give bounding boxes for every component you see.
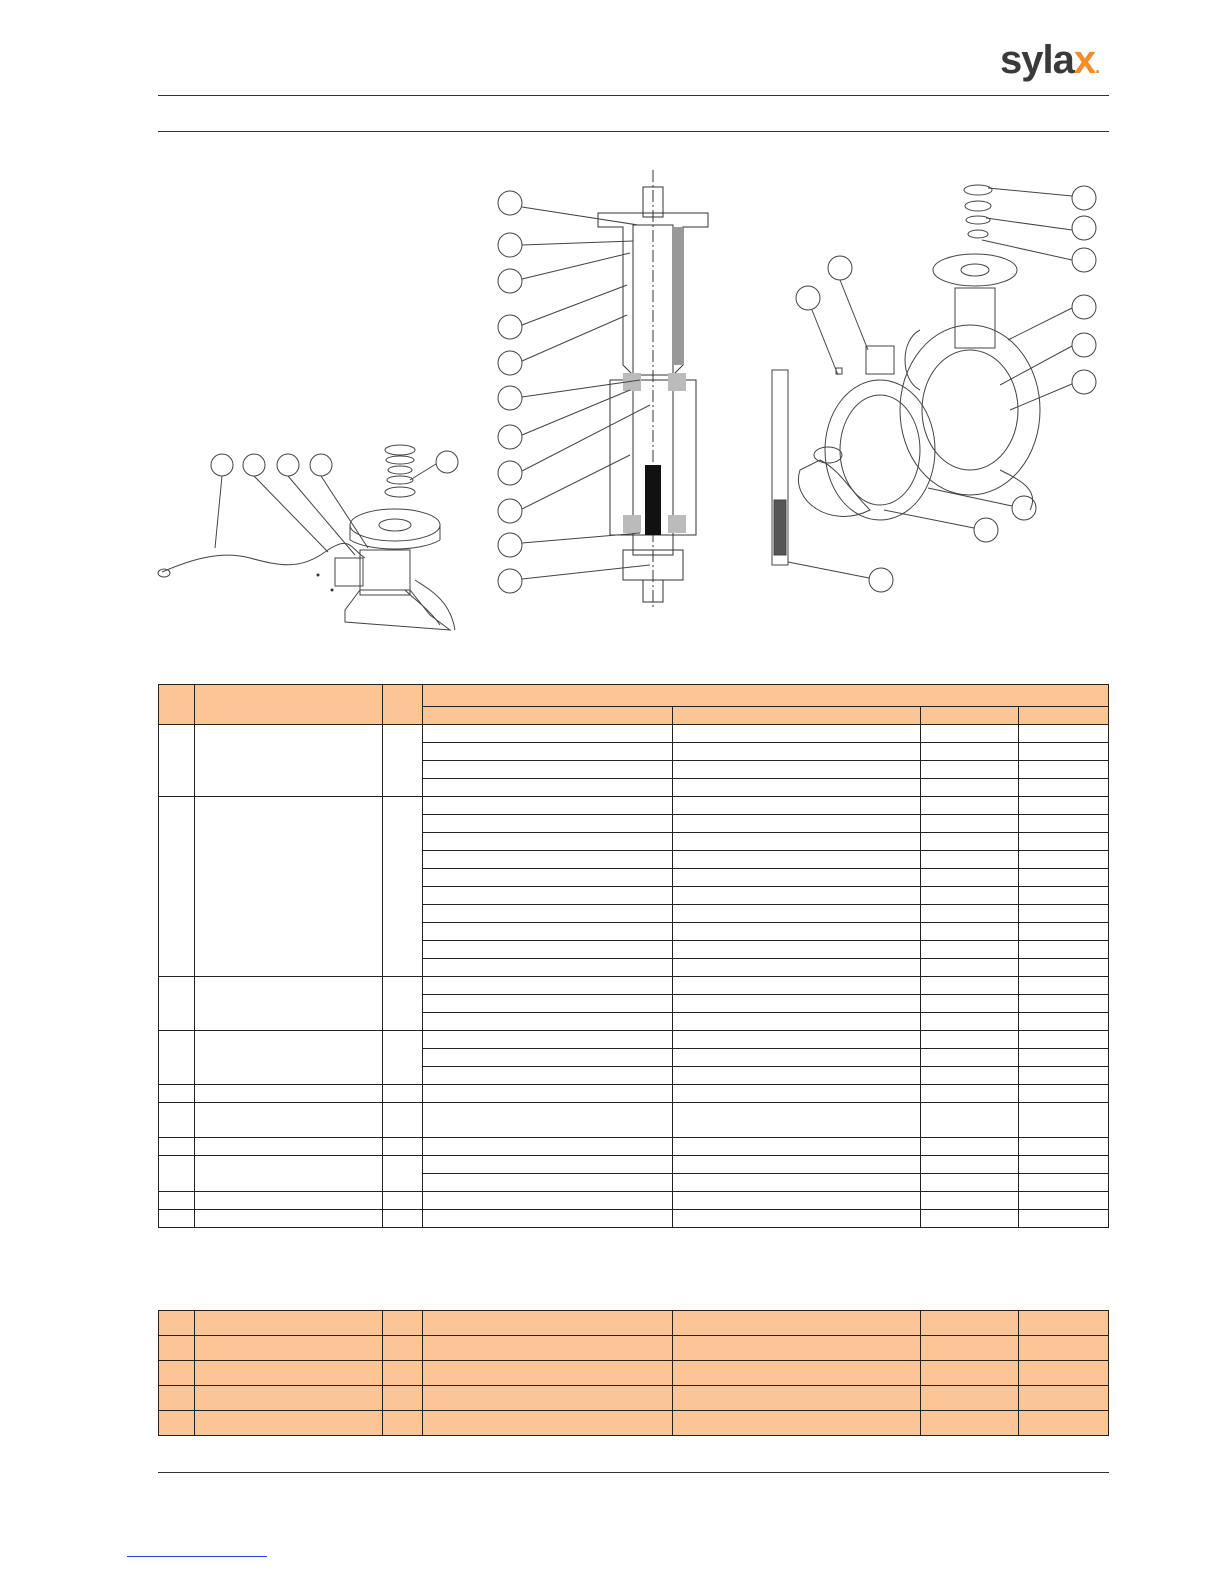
callout-circle <box>498 351 522 375</box>
table-cell <box>423 1067 673 1085</box>
callout-circle <box>498 425 522 449</box>
table-cell <box>383 1311 423 1336</box>
table-cell <box>195 1311 383 1336</box>
table-cell <box>921 869 1019 887</box>
header-cell-sub <box>921 707 1019 725</box>
table-cell <box>1019 977 1109 995</box>
table-cell <box>921 815 1019 833</box>
table-cell <box>423 869 673 887</box>
table-cell <box>383 1361 423 1386</box>
table-cell <box>423 761 673 779</box>
table-cell <box>195 1210 383 1228</box>
header-cell-component <box>195 685 383 725</box>
table-row <box>159 1411 1109 1436</box>
table-cell <box>673 743 921 761</box>
table-cell <box>1019 1156 1109 1174</box>
table-cell <box>1019 815 1109 833</box>
brand-accent-letter: x <box>1073 38 1096 82</box>
table-cell <box>673 1013 921 1031</box>
table-row <box>159 725 1109 743</box>
table-cell <box>673 977 921 995</box>
table-cell <box>423 887 673 905</box>
table-cell <box>423 1031 673 1049</box>
table-cell <box>673 1361 921 1386</box>
table-cell <box>921 1174 1019 1192</box>
table-cell <box>673 797 921 815</box>
table-cell <box>159 797 195 977</box>
table-cell <box>423 1336 673 1361</box>
table-cell <box>1019 1210 1109 1228</box>
callout-circle <box>1072 333 1096 357</box>
table-cell <box>423 977 673 995</box>
table-cell <box>673 851 921 869</box>
table-cell <box>383 1192 423 1210</box>
table-cell <box>1019 1386 1109 1411</box>
table-cell <box>673 905 921 923</box>
table-cell <box>423 743 673 761</box>
table-row <box>159 1361 1109 1386</box>
table-cell <box>921 1085 1019 1103</box>
table-cell <box>159 1210 195 1228</box>
table-row <box>159 1031 1109 1049</box>
table-cell <box>673 815 921 833</box>
brand-name: syla <box>1000 38 1074 82</box>
parts-list-body <box>159 725 1109 1228</box>
callout-circle <box>869 568 893 592</box>
table-cell <box>673 1210 921 1228</box>
assembly-drawing-left <box>150 440 470 650</box>
table-cell <box>673 1386 921 1411</box>
table-cell <box>159 1085 195 1103</box>
callout-circle <box>310 454 332 476</box>
table-cell <box>423 815 673 833</box>
callout-circle <box>1072 216 1096 240</box>
table-cell <box>1019 869 1109 887</box>
table-cell <box>1019 1085 1109 1103</box>
table-cell <box>921 1103 1019 1138</box>
table-cell <box>1019 725 1109 743</box>
table-cell <box>195 1192 383 1210</box>
spare-parts-table <box>158 1310 1109 1436</box>
header-cell-quantity <box>383 685 423 725</box>
table-cell <box>383 797 423 977</box>
table-cell <box>423 851 673 869</box>
table-cell <box>673 1085 921 1103</box>
header-rule-bottom <box>158 131 1109 132</box>
brand-accent-dot: . <box>1095 57 1100 77</box>
table-cell <box>423 779 673 797</box>
table-cell <box>673 725 921 743</box>
callout-circle <box>498 386 522 410</box>
table-cell <box>673 1311 921 1336</box>
table-cell <box>921 1361 1019 1386</box>
callout-circle <box>498 499 522 523</box>
callout-circle <box>974 518 998 542</box>
footer-link-underline[interactable] <box>127 1556 267 1557</box>
table-cell <box>159 1138 195 1156</box>
table-cell <box>195 1138 383 1156</box>
table-cell <box>673 1411 921 1436</box>
table-row <box>159 1210 1109 1228</box>
table-cell <box>1019 1192 1109 1210</box>
table-cell <box>195 1336 383 1361</box>
table-cell <box>1019 905 1109 923</box>
table-cell <box>1019 941 1109 959</box>
table-row <box>159 1192 1109 1210</box>
table-cell <box>383 977 423 1031</box>
table-cell <box>423 1192 673 1210</box>
callout-circle <box>498 269 522 293</box>
brand-logo <box>1000 38 1099 83</box>
table-cell <box>921 959 1019 977</box>
table-cell <box>159 977 195 1031</box>
table-cell <box>921 1013 1019 1031</box>
table-cell <box>423 1361 673 1386</box>
table-cell <box>673 1138 921 1156</box>
table-cell <box>159 1336 195 1361</box>
table-cell <box>921 1156 1019 1174</box>
table-cell <box>673 923 921 941</box>
table-cell <box>921 1067 1019 1085</box>
table-cell <box>159 1386 195 1411</box>
table-cell <box>921 905 1019 923</box>
table-cell <box>1019 851 1109 869</box>
table-cell <box>921 1386 1019 1411</box>
callout-circle <box>828 256 852 280</box>
table-cell <box>1019 1031 1109 1049</box>
table-cell <box>423 1156 673 1174</box>
table-cell <box>195 1361 383 1386</box>
table-cell <box>159 1192 195 1210</box>
table-cell <box>673 1156 921 1174</box>
table-cell <box>1019 959 1109 977</box>
table-cell <box>423 1386 673 1411</box>
table-cell <box>921 1411 1019 1436</box>
callout-circle <box>498 569 522 593</box>
table-cell <box>1019 1067 1109 1085</box>
callout-circle <box>1072 248 1096 272</box>
callout-circle <box>277 454 299 476</box>
table-cell <box>423 725 673 743</box>
table-cell <box>159 1031 195 1085</box>
table-cell <box>195 1411 383 1436</box>
table-cell <box>383 1336 423 1361</box>
table-cell <box>423 1049 673 1067</box>
table-cell <box>159 1156 195 1192</box>
header-cell-sub <box>673 707 921 725</box>
table-cell <box>921 779 1019 797</box>
table-cell <box>673 761 921 779</box>
table-cell <box>673 1174 921 1192</box>
table-cell <box>423 1174 673 1192</box>
table-cell <box>1019 1138 1109 1156</box>
table-cell <box>423 941 673 959</box>
table-cell <box>673 1103 921 1138</box>
table-cell <box>1019 1361 1109 1386</box>
table-cell <box>921 1210 1019 1228</box>
table-cell <box>383 1386 423 1411</box>
callout-circle <box>498 315 522 339</box>
callout-circle <box>498 191 522 215</box>
spare-parts-body <box>159 1311 1109 1436</box>
table-row <box>159 797 1109 815</box>
table-cell <box>195 977 383 1031</box>
table-cell <box>423 1013 673 1031</box>
table-cell <box>1019 887 1109 905</box>
table-cell <box>921 1049 1019 1067</box>
callout-circle <box>1072 370 1096 394</box>
callout-circle <box>1072 186 1096 210</box>
table-cell <box>1019 1049 1109 1067</box>
table-cell <box>195 1031 383 1085</box>
table-cell <box>921 1031 1019 1049</box>
footer-rule <box>158 1472 1109 1473</box>
header-cell-position <box>159 685 195 725</box>
callout-circle <box>243 454 265 476</box>
table-cell <box>195 1103 383 1138</box>
table-cell <box>383 1210 423 1228</box>
table-row <box>159 1311 1109 1336</box>
table-row <box>159 977 1109 995</box>
table-cell <box>673 959 921 977</box>
header-cell-sub <box>423 707 673 725</box>
table-cell <box>673 1031 921 1049</box>
table-row <box>159 1386 1109 1411</box>
table-cell <box>1019 1174 1109 1192</box>
table-cell <box>423 1411 673 1436</box>
table-cell <box>195 725 383 797</box>
table-cell <box>921 851 1019 869</box>
table-cell <box>383 1085 423 1103</box>
table-cell <box>1019 1336 1109 1361</box>
table-cell <box>1019 995 1109 1013</box>
table-cell <box>673 779 921 797</box>
valve-section-drawing <box>490 165 720 615</box>
callout-circle <box>498 533 522 557</box>
table-row <box>159 1138 1109 1156</box>
table-cell <box>423 1311 673 1336</box>
table-cell <box>921 923 1019 941</box>
table-row <box>159 1103 1109 1138</box>
table-cell <box>1019 1311 1109 1336</box>
table-row <box>159 1085 1109 1103</box>
table-cell <box>1019 797 1109 815</box>
table-cell <box>383 1411 423 1436</box>
table-row <box>159 1156 1109 1174</box>
table-cell <box>921 995 1019 1013</box>
table-cell <box>921 1192 1019 1210</box>
table-cell <box>195 1386 383 1411</box>
table-cell <box>1019 761 1109 779</box>
callout-circle <box>1072 295 1096 319</box>
header-cell-sub <box>1019 707 1109 725</box>
table-cell <box>921 725 1019 743</box>
table-cell <box>195 1085 383 1103</box>
table-cell <box>383 725 423 797</box>
table-cell <box>423 797 673 815</box>
table-cell <box>423 959 673 977</box>
table-cell <box>423 905 673 923</box>
table-cell <box>921 743 1019 761</box>
callout-circle <box>498 461 522 485</box>
table-cell <box>159 1311 195 1336</box>
table-cell <box>673 833 921 851</box>
table-cell <box>383 1103 423 1138</box>
table-cell <box>673 1192 921 1210</box>
exploded-valve-drawing <box>760 170 1110 600</box>
callout-circle <box>796 286 820 310</box>
callout-circle <box>436 451 458 473</box>
table-cell <box>1019 779 1109 797</box>
table-cell <box>673 1336 921 1361</box>
table-cell <box>383 1138 423 1156</box>
table-cell <box>921 887 1019 905</box>
table-cell <box>159 725 195 797</box>
callout-circle <box>498 233 522 257</box>
table-cell <box>921 977 1019 995</box>
table-cell <box>921 797 1019 815</box>
table-cell <box>921 941 1019 959</box>
table-cell <box>921 761 1019 779</box>
table-cell <box>1019 743 1109 761</box>
table-cell <box>423 1103 673 1138</box>
table-row <box>159 1336 1109 1361</box>
callout-circle <box>211 454 233 476</box>
table-cell <box>1019 1411 1109 1436</box>
table-cell <box>673 887 921 905</box>
table-cell <box>423 1138 673 1156</box>
table-cell <box>195 1156 383 1192</box>
table-cell <box>921 1138 1019 1156</box>
table-cell <box>673 869 921 887</box>
table-cell <box>423 833 673 851</box>
header-cell-material-group <box>423 685 1109 707</box>
parts-list-table <box>158 684 1109 1228</box>
table-cell <box>673 941 921 959</box>
table-cell <box>423 923 673 941</box>
table-cell <box>921 1336 1019 1361</box>
table-cell <box>195 797 383 977</box>
table-cell <box>159 1361 195 1386</box>
table-cell <box>1019 1013 1109 1031</box>
table-cell <box>1019 923 1109 941</box>
table-cell <box>1019 833 1109 851</box>
table-cell <box>423 1210 673 1228</box>
table-cell <box>921 1311 1019 1336</box>
table-cell <box>423 995 673 1013</box>
table-cell <box>673 995 921 1013</box>
table-cell <box>383 1156 423 1192</box>
table-cell <box>383 1031 423 1085</box>
table-cell <box>423 1085 673 1103</box>
table-cell <box>673 1049 921 1067</box>
table-cell <box>159 1103 195 1138</box>
table-cell <box>159 1411 195 1436</box>
table-cell <box>1019 1103 1109 1138</box>
table-cell <box>921 833 1019 851</box>
header-rule-top <box>158 95 1109 96</box>
table-cell <box>673 1067 921 1085</box>
